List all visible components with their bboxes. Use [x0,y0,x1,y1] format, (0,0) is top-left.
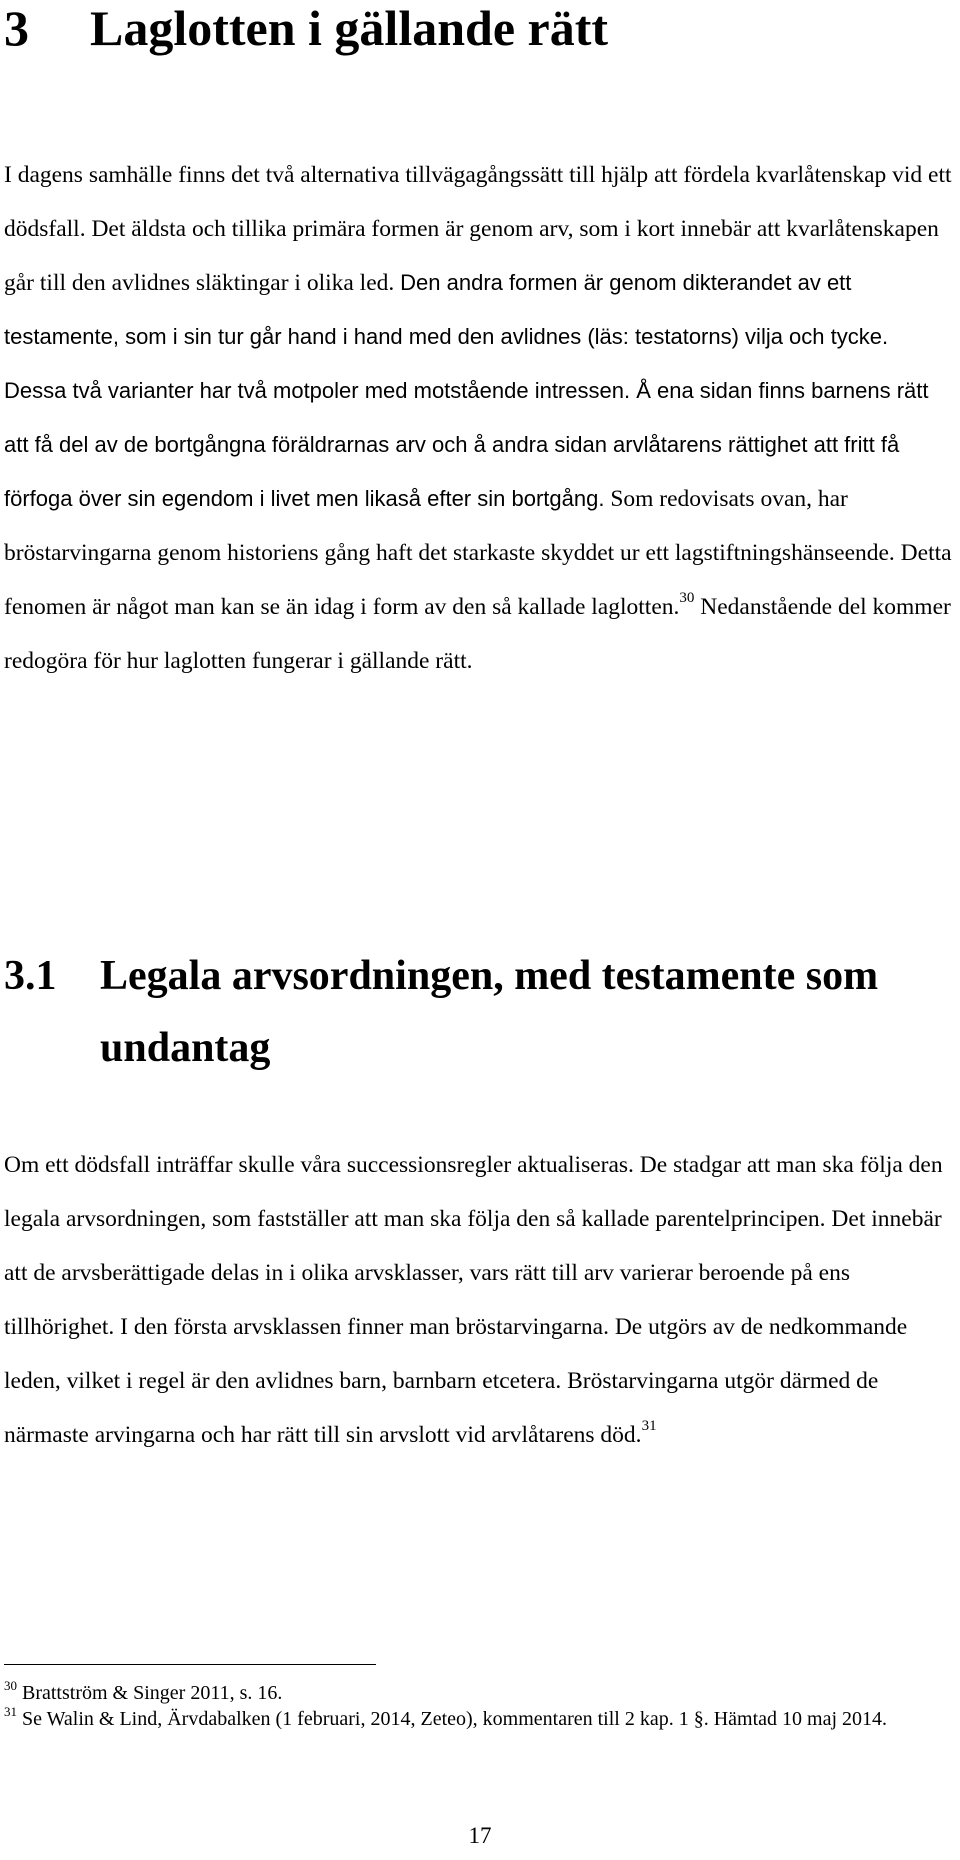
paragraph-intro-part-4: Nedanstående del kommer redogöra för hur laglotten fungerar i gällande rätt. [4,594,951,674]
chapter-heading [4,0,608,56]
paragraph-legal-order [4,1138,956,1462]
paragraph-legal-order-text: Om ett dödsfall inträffar skulle våra successionsregler aktualiseras. De stadgar att man ska följa den legala arvsordningen, som fastställer att man ska följa den så kallade parentelprincipen. Det innebär att de arvsberättigade delas in i olika arvsklasser, vars rätt till arv varierar beroende på ens tillhörighet. I den första arvsklassen finner man bröstarvingarna. De utgörs av de nedkommande leden, vilket i regel är den avlidnes barn, barnbarn etcetera. Bröstarvingarna utgör därmed de närmaste arvingarna och har rätt till sin arvslott vid arvlåtarens död. [4,1152,943,1448]
paragraph-intro-part-1: I dagens samhälle finns det två alternativa tillvägagångssätt till hjälp att fördela kvarlåtenskap vid ett dödsfall. Det äldsta och tillika primära formen är genom arv, som i kort innebär att kvarlåtenskapen går till den avlidnes släktingar i olika led. [4,162,952,296]
footnote-number: 30 [4,1678,17,1693]
paragraph-intro-part-2: Den andra formen är genom dikterandet av ett testamente, som i sin tur går hand i hand med den avlidnes (läs: testatorns) vilja och tycke. Dessa två varianter har två motpoler med motstående intressen. Å ena sidan finns barnens rätt att få del av de bortgångna föräldrarnas arv och å andra sidan arvlåtarens rättighet att fritt få förfoga över sin egendom i livet men likaså efter sin bortgång. [4,270,929,511]
footnote-30 [4,1680,954,1706]
page-number: 17 [468,1823,492,1848]
footnote-number: 31 [4,1704,17,1719]
paragraph-intro [4,148,956,688]
section-number: 3.1 [4,953,57,999]
footnotes [4,1680,954,1732]
footnote-31 [4,1706,954,1732]
footnote-text: Se Walin & Lind, Ärvdabalken (1 februari, 2014, Zeteo), kommentaren till 2 kap. 1 §. Hämtad 10 maj 2014. [17,1708,888,1730]
footnote-separator [4,1664,376,1665]
footnote-ref-31[interactable]: 31 [641,1418,657,1434]
chapter-title: Laglotten i gällande rätt [90,0,609,56]
chapter-number: 3 [4,0,29,56]
paragraph-intro-part-3: Som redovisats ovan, har bröstarvingarna genom historiens gång haft det starkaste skyddet ur ett lagstiftningshänseende. Detta fenomen är något man kan se än idag i form av den så kallade laglotten. [4,486,952,620]
footnote-ref-30[interactable]: 30 [679,590,695,606]
section-heading [4,940,920,1084]
footnote-text: Brattström & Singer 2011, s. 16. [17,1682,283,1704]
section-title: Legala arvsordningen, med testamente som undantag [100,953,879,1071]
